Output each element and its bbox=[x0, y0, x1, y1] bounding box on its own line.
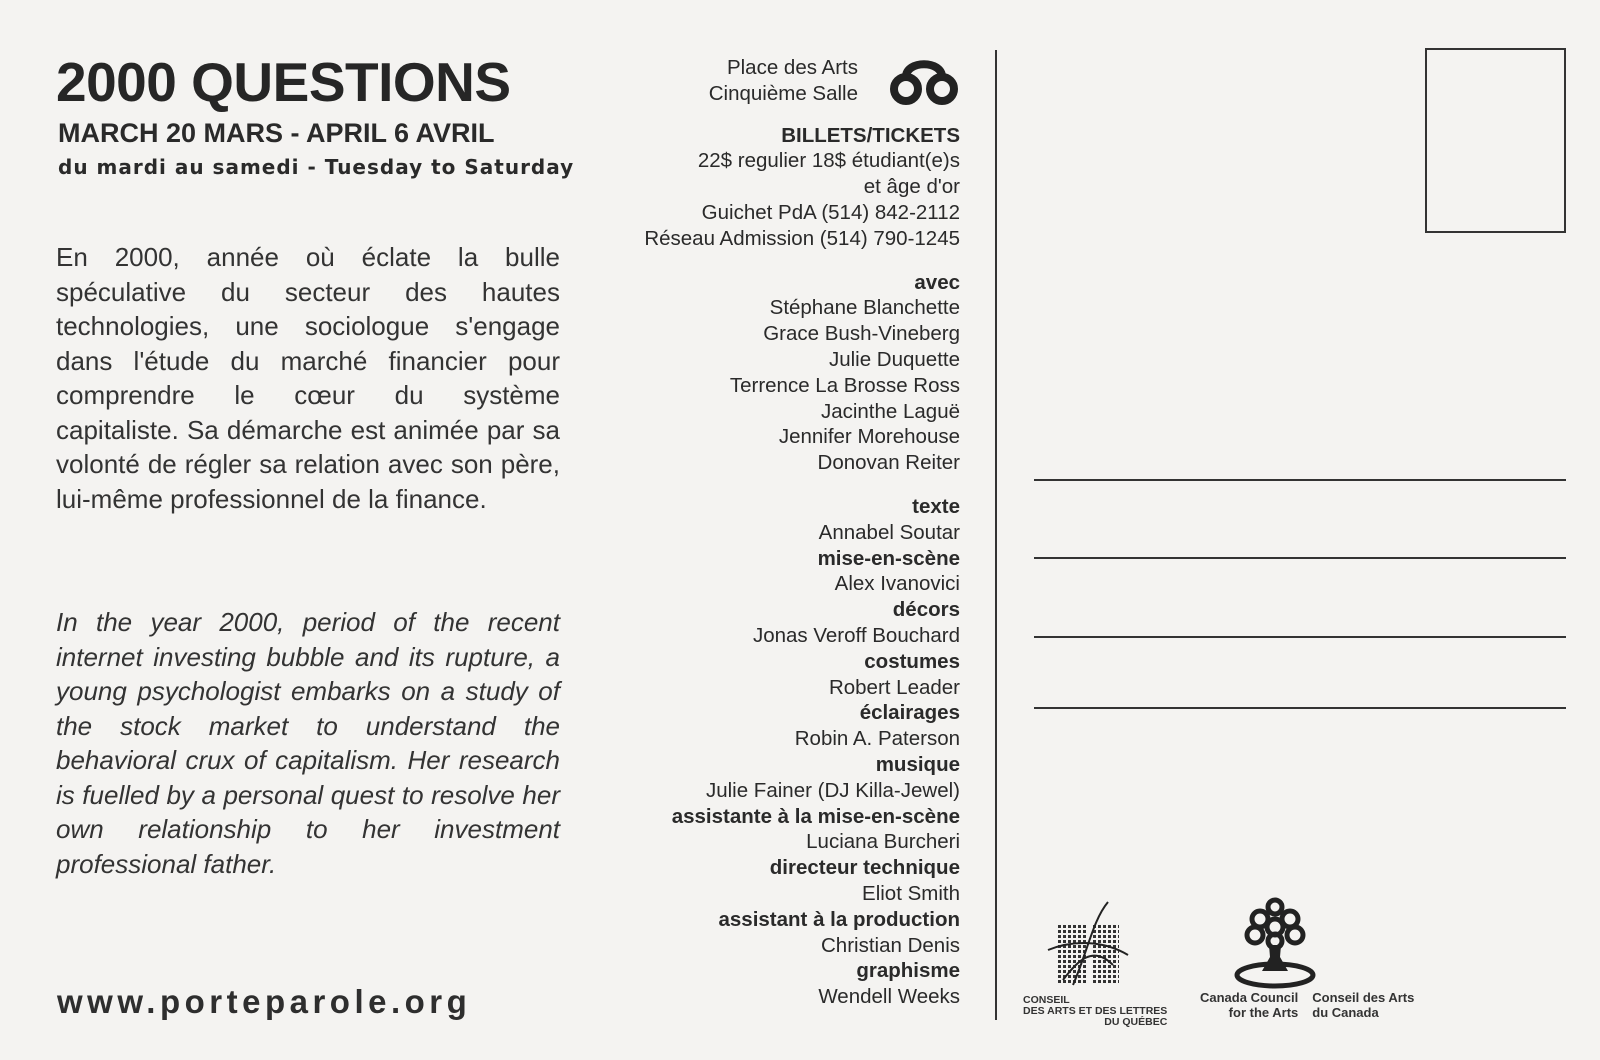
address-line bbox=[1034, 479, 1566, 481]
cast-member: Jennifer Morehouse bbox=[778, 425, 960, 449]
description-english: In the year 2000, period of the recent internet investing bubble and its rupture, a young psychologist embarks on a study of the stock market to understand the behavioral crux of capitalism. Her research is fuelled by a personal quest to resolve her own relationship to her investment professional father. bbox=[56, 607, 560, 879]
cast-member: Donovan Reiter bbox=[817, 451, 960, 475]
address-line bbox=[1034, 557, 1566, 559]
postcard-divider bbox=[995, 50, 997, 1020]
cast-member: Grace Bush-Vineberg bbox=[763, 322, 960, 346]
credit-name: Robert Leader bbox=[828, 675, 960, 699]
info-column bbox=[644, 55, 960, 1010]
tickets-heading: BILLETS/TICKETS bbox=[781, 123, 960, 147]
credit-role: assistante à la mise-en-scène bbox=[671, 804, 960, 828]
ticket-prices-seniors: et âge d'or bbox=[863, 175, 960, 199]
canada-council-en: Canada Council bbox=[1200, 990, 1299, 1005]
website-url: www.porteparole.org bbox=[57, 983, 472, 1020]
cast-list bbox=[644, 295, 960, 476]
credit-list bbox=[644, 494, 960, 1010]
credit-name: Wendell Weeks bbox=[818, 985, 960, 1009]
cast-member: Terrence La Brosse Ross bbox=[729, 373, 960, 397]
canada-council-logo bbox=[1200, 895, 1414, 1020]
credit-role: éclairages bbox=[859, 701, 960, 725]
calq-emblem-icon bbox=[1033, 900, 1143, 990]
calq-text: DES ARTS ET DES LETTRES bbox=[1023, 1005, 1168, 1017]
show-dates: MARCH 20 MARS - APRIL 6 AVRIL bbox=[58, 118, 495, 148]
credit-name: Robin A. Paterson bbox=[794, 727, 960, 751]
credit-role: graphisme bbox=[856, 959, 960, 983]
show-days: du mardi au samedi - Tuesday to Saturday bbox=[58, 155, 575, 179]
credit-role: musique bbox=[875, 752, 960, 776]
credit-name: Julie Fainer (DJ Killa-Jewel) bbox=[705, 778, 960, 802]
ticket-prices: 22$ regulier 18$ étudiant(e)s bbox=[697, 149, 960, 173]
venue-name: Place des Arts bbox=[726, 56, 858, 79]
calq-text: CONSEIL bbox=[1023, 994, 1070, 1006]
cast-member: Stéphane Blanchette bbox=[769, 296, 960, 320]
cast-heading: avec bbox=[914, 270, 960, 294]
canada-council-en: for the Arts bbox=[1228, 1005, 1299, 1020]
credit-role: texte bbox=[912, 494, 960, 518]
show-title: 2000 QUESTIONS bbox=[56, 51, 511, 113]
venue bbox=[644, 55, 960, 107]
credit-role: décors bbox=[892, 598, 960, 622]
credit-role: assistant à la production bbox=[718, 907, 960, 931]
description-french: En 2000, année où éclate la bulle spéculative du secteur des hautes technologies, une sociologue s'engage dans l'étude du marché financier pour comprendre le cœur du système capitaliste. Sa démarche est animée par sa volonté de régler sa relation avec son père, lui-même professionnel de la finance. bbox=[56, 242, 560, 514]
cast-member: Julie Duquette bbox=[828, 347, 960, 371]
credit-role: directeur technique bbox=[769, 856, 960, 880]
stamp-box bbox=[1425, 48, 1566, 233]
credit-name: Luciana Burcheri bbox=[806, 830, 960, 854]
canada-council-tree-icon bbox=[1230, 895, 1320, 990]
credit-name: Alex Ivanovici bbox=[834, 572, 960, 596]
calq-text: DU QUÉBEC bbox=[1104, 1016, 1168, 1028]
credit-name: Annabel Soutar bbox=[818, 520, 960, 544]
box-office-phone: Guichet PdA (514) 842-2112 bbox=[701, 200, 960, 224]
cast-member: Jacinthe Laguë bbox=[820, 399, 960, 423]
credit-name: Eliot Smith bbox=[862, 881, 960, 905]
network-phone: Réseau Admission (514) 790-1245 bbox=[644, 226, 960, 250]
credit-name: Jonas Veroff Bouchard bbox=[752, 623, 960, 647]
credit-role: costumes bbox=[864, 649, 960, 673]
address-line bbox=[1034, 707, 1566, 709]
calq-logo bbox=[1023, 900, 1167, 1028]
venue-hall: Cinquième Salle bbox=[708, 81, 858, 105]
place-des-arts-logo-icon bbox=[888, 56, 960, 106]
credit-role: mise-en-scène bbox=[817, 546, 960, 570]
canada-council-fr: du Canada bbox=[1312, 1005, 1379, 1020]
credit-name: Christian Denis bbox=[821, 933, 960, 957]
address-line bbox=[1034, 636, 1566, 638]
canada-council-fr: Conseil des Arts bbox=[1312, 990, 1415, 1005]
